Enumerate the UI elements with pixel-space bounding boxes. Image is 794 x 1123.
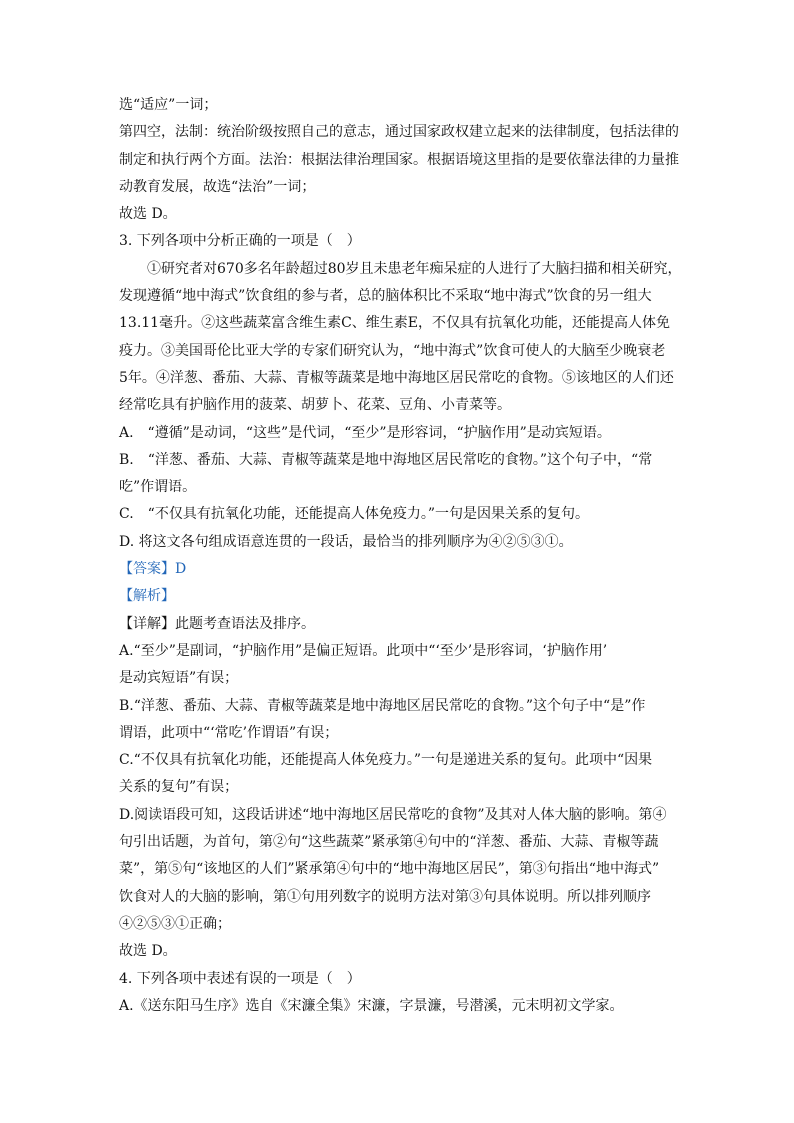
text-line: 菜”，第⑤句“该地区的人们”紧承第④句中的“地中海地区居民”，第③句指出“地中海式” <box>119 861 660 878</box>
text-line: 饮食对人的大脑的影响，第①句用列数字的说明方法对第③句具体说明。所以排列顺序 <box>119 888 651 905</box>
text-line: A. “遵循”是动词，“这些”是代词，“至少”是形容词，“护脑作用”是动宾短语。 <box>119 424 611 441</box>
text-line: C. “不仅具有抗氧化功能，还能提高人体免疫力。”一句是因果关系的复句。 <box>119 506 589 523</box>
text-line: 【详解】此题考查语法及排序。 <box>119 615 315 632</box>
text-line: 5年。④洋葱、番茄、大蒜、青椒等蔬菜是地中海地区居民常吃的食物。⑤该地区的人们还 <box>119 369 674 386</box>
text-line: 谓语，此项中“‘常吃’作谓语”有误； <box>119 724 339 741</box>
text-line: D.阅读语段可知，这段话讲述“地中海地区居民常吃的食物”及其对人体大脑的影响。第④ <box>119 806 667 823</box>
text-line: 吃”作谓语。 <box>119 479 197 496</box>
text-line: C.“不仅具有抗氧化功能，还能提高人体免疫力。”一句是递进关系的复句。此项中“因果 <box>119 752 653 769</box>
text-line: D. 将这文各句组成语意连贯的一段话，最恰当的排列顺序为④②⑤③①。 <box>119 533 573 550</box>
text-line: 是动宾短语”有误； <box>119 670 239 687</box>
text-line: B.“洋葱、番茄、大蒜、青椒等蔬菜是地中海地区居民常吃的食物。”这个句子中“是”作 <box>119 697 646 714</box>
text-line: 关系的复句”有误； <box>119 779 239 796</box>
text-line: 句引出话题，为首句，第②句“这些蔬菜”紧承第④句中的“洋葱、番茄、大蒜、青椒等蔬 <box>119 834 659 851</box>
text-line: 故选 D。 <box>119 943 177 960</box>
text-line: 3. 下列各项中分析正确的一项是（ ） <box>119 233 361 250</box>
text-line: 制定和执行两个方面。法治：根据法律治理国家。根据语境这里指的是要依靠法律的力量推 <box>119 151 679 168</box>
answer-tag-line: 【答案】D <box>119 561 187 578</box>
text-line: 发现遵循“地中海式”饮食组的参与者，总的脑体积比不采取“地中海式”饮食的另一组大 <box>119 288 652 305</box>
text-line: 第四空，法制：统治阶级按照自己的意志，通过国家政权建立起来的法律制度，包括法律的 <box>119 124 679 141</box>
text-line: B. “洋葱、番茄、大蒜、青椒等蔬菜是地中海地区居民常吃的食物。”这个句子中，“常 <box>119 451 653 468</box>
text-line: 疫力。③美国哥伦比亚大学的专家们研究认为，“地中海式”饮食可使人的大脑至少晚衰老 <box>119 342 666 359</box>
text-line: 13.11毫升。②这些蔬菜富含维生素C、维生素E，不仅具有抗氧化功能，还能提高人体免 <box>119 315 671 332</box>
text-line: A.《送东阳马生序》选自《宋濂全集》宋濂，字景濂，号潜溪，元末明初文学家。 <box>119 997 624 1014</box>
text-line: ①研究者对670多名年龄超过80岁且未患老年痴呆症的人进行了大脑扫描和相关研究， <box>147 260 682 277</box>
text-line: A.“至少”是副词，“护脑作用”是偏正短语。此项中“‘至少’是形容词，‘护脑作用’ <box>119 642 608 659</box>
text-line: 4. 下列各项中表述有误的一项是（ ） <box>119 970 361 987</box>
text-line: ④②⑤③①正确； <box>119 915 231 932</box>
document-body <box>119 92 682 1020</box>
text-line: 故选 D。 <box>119 206 177 223</box>
answer-tag-line: 【解析】 <box>119 588 175 605</box>
text-line: 选“适应”一词； <box>119 97 218 113</box>
text-line: 动教育发展，故选“法治”一词； <box>119 178 316 195</box>
text-line: 经常吃具有护脑作用的菠菜、胡萝卜、花菜、豆角、小青菜等。 <box>119 397 511 414</box>
